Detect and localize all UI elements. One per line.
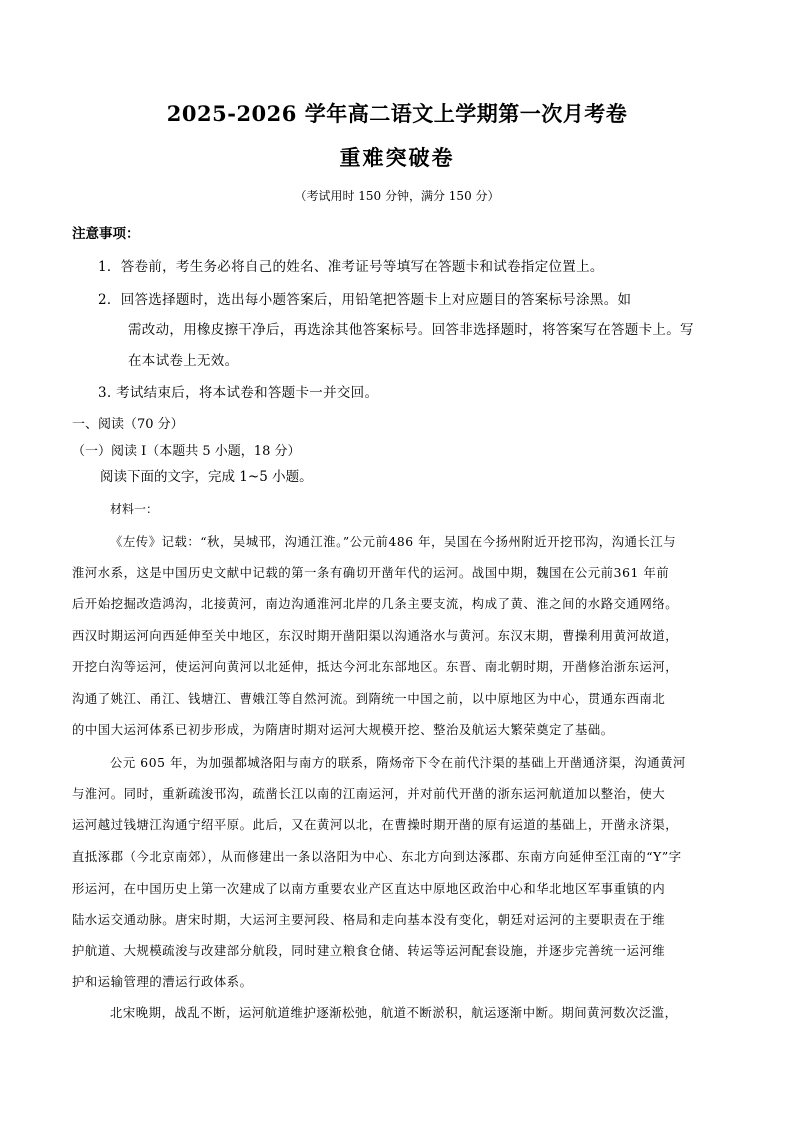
notice-heading: 注意事项：	[72, 226, 140, 242]
notice-item-1: 1．答卷前，考生务必将自己的姓名、准考证号等填写在答题卡和试卷指定位置上。	[98, 259, 604, 275]
passage-line: 陆水运交通动脉。唐宋时期，大运河主要河段、格局和走向基本没有变化，朝廷对运河的主要职责在于维	[72, 913, 666, 927]
passage-line: 北宋晚期，战乱不断，运河航道维护逐渐松弛，航道不断淤积，航运逐渐中断。期间黄河数次泛滥，	[110, 1006, 678, 1020]
exam-title: 2025-2026 学年高二语文上学期第一次月考卷	[166, 101, 628, 126]
subsection-heading: （一）阅读 I（本题共 5 小题，18 分）	[72, 444, 301, 459]
material-label: 材料一：	[110, 502, 159, 516]
notice-item-3: 3. 考试结束后，将本试卷和答题卡一并交回。	[98, 385, 379, 401]
passage-line: 西汉时期运河向西延伸至关中地区，东汉时期开凿阳渠以沟通洛水与黄河。东汉末期，曹操利用黄河故道，	[72, 629, 679, 643]
notice-item-2-cont: 需改动，用橡皮擦干净后，再选涂其他答案标号。回答非选择题时，将答案写在答题卡上。写	[128, 322, 694, 338]
passage-line: 直抵涿郡（今北京南郊），从而修建出一条以洛阳为中心、东北方向到达涿郡、东南方向延伸至江南的“Y”字	[72, 850, 682, 864]
passage-line: 沟通了姚江、甬江、钱塘江、曹娥江等自然河流。到隋统一中国之前，以中原地区为中心，贯通东西南北	[72, 692, 666, 706]
passage-line: 与淮河。同时，重新疏浚邗沟，疏凿长江以南的江南运河，并对前代开凿的浙东运河航道加以整治，使大	[72, 787, 666, 801]
exam-subtitle: 重难突破卷	[339, 145, 455, 170]
passage-line: 护和运输管理的漕运行政体系。	[72, 975, 253, 989]
passage-line: 的中国大运河体系已初步形成，为隋唐时期对运河大规模开挖、整治及航运大繁荣奠定了基础。	[72, 723, 614, 737]
passage-line: 公元 605 年，为加强都城洛阳与南方的联系，隋炀帝下令在前代汴渠的基础上开凿通济渠，沟通黄河	[110, 756, 686, 770]
passage-line: 《左传》记载：“秋，吴城邗，沟通江淮。”公元前486 年，吴国在今扬州附近开挖邗沟，沟通长江与	[110, 535, 677, 549]
exam-info: （考试用时 150 分钟，满分 150 分）	[294, 189, 500, 203]
reading-instruction: 阅读下面的文字，完成 1~5 小题。	[100, 469, 313, 485]
passage-line: 运河越过钱塘江沟通宁绍平原。此后，又在黄河以北，在曹操时期开凿的原有运道的基础上，开凿永济渠，	[72, 818, 679, 832]
passage-line: 护航道、大规模疏浚与改建部分航段，同时建立粮食仓储、转运等运河配套设施，并逐步完善统一运河维	[72, 944, 666, 958]
section-heading: 一、阅读（70 分）	[72, 417, 184, 432]
passage-line: 淮河水系，这是中国历史文献中记载的第一条有确切开凿年代的运河。战国中期，魏国在公元前361 年前	[72, 566, 670, 580]
notice-item-2: 2．回答选择题时，选出每小题答案后，用铅笔把答题卡上对应题目的答案标号涂黑。如	[98, 292, 632, 308]
passage-line: 后开始挖掘改造鸿沟，北接黄河，南边沟通淮河北岸的几条主要支流，构成了黄、淮之间的水路交通网络。	[72, 597, 679, 611]
passage-line: 开挖白沟等运河，使运河向黄河以北延伸，抵达今河北东部地区。东晋、南北朝时期，开凿修治浙东运河，	[72, 660, 679, 674]
notice-item-2-cont2: 在本试卷上无效。	[128, 353, 239, 369]
passage-line: 形运河，在中国历史上第一次建成了以南方重要农业产区直达中原地区政治中心和华北地区军事重镇的内	[72, 882, 666, 896]
